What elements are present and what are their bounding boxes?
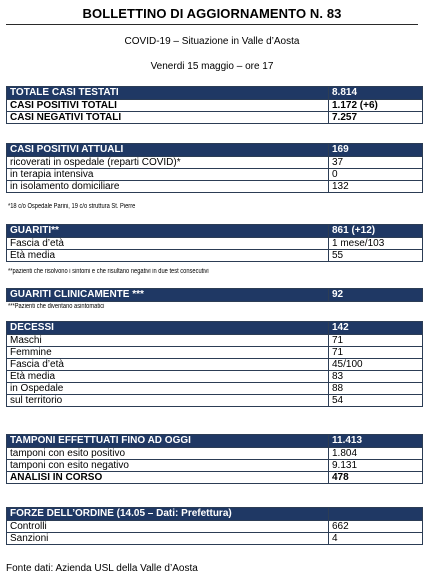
row-value: 45/100 (329, 359, 423, 371)
bulletin-title: BOLLETTINO DI AGGIORNAMENTO N. 83 (82, 6, 342, 21)
row-value: 37 (329, 157, 423, 169)
footnote-clinicamente: ***Pazienti che diventano asintomatici (8, 303, 105, 310)
header-label: GUARITI** (7, 225, 329, 238)
row-value: 71 (329, 335, 423, 347)
row-value: 478 (329, 472, 423, 484)
row-label: sul territorio (7, 395, 329, 407)
row-label: Età media (7, 371, 329, 383)
header-label: CASI POSITIVI ATTUALI (7, 144, 329, 157)
header-value: 169 (329, 144, 423, 157)
row-label: in isolamento domiciliare (7, 181, 329, 193)
table-row (7, 100, 423, 112)
header-value (329, 508, 423, 521)
row-value: 132 (329, 181, 423, 193)
table-row (7, 533, 423, 545)
table-guariti (6, 224, 423, 262)
header-value: 92 (329, 289, 423, 302)
row-label: tamponi con esito negativo (7, 460, 329, 472)
source-footer: Fonte dati: Azienda USL della Valle d’Aosta (6, 563, 198, 574)
row-value: 1.804 (329, 448, 423, 460)
table-header-row (7, 435, 423, 448)
row-label: Sanzioni (7, 533, 329, 545)
table-decessi (6, 321, 423, 407)
table-totale (6, 86, 423, 124)
table-row (7, 169, 423, 181)
row-value: 4 (329, 533, 423, 545)
row-label: CASI NEGATIVI TOTALI (7, 112, 329, 124)
row-label: ricoverati in ospedale (reparti COVID)* (7, 157, 329, 169)
table-forze (6, 507, 423, 545)
table-row (7, 112, 423, 124)
table-row (7, 395, 423, 407)
table-clinicamente (6, 288, 423, 302)
row-value: 83 (329, 371, 423, 383)
row-label: Fascia d’età (7, 238, 329, 250)
bulletin-subtitle: COVID-19 – Situazione in Valle d’Aosta (124, 36, 300, 47)
table-row (7, 371, 423, 383)
row-value: 662 (329, 521, 423, 533)
row-value: 55 (329, 250, 423, 262)
header-label: TAMPONI EFFETTUATI FINO AD OGGI (7, 435, 329, 448)
table-row (7, 181, 423, 193)
row-label: in terapia intensiva (7, 169, 329, 181)
table-row (7, 448, 423, 460)
header-label: TOTALE CASI TESTATI (7, 87, 329, 100)
title-rule (6, 24, 418, 25)
header-value: 861 (+12) (329, 225, 423, 238)
header-value: 8.814 (329, 87, 423, 100)
bulletin-dateline: Venerdi 15 maggio – ore 17 (150, 61, 274, 72)
table-header-row (7, 87, 423, 100)
row-value: 1 mese/103 (329, 238, 423, 250)
row-label: Età media (7, 250, 329, 262)
row-value: 7.257 (329, 112, 423, 124)
row-label: Controlli (7, 521, 329, 533)
row-value: 9.131 (329, 460, 423, 472)
table-row (7, 472, 423, 484)
table-row (7, 250, 423, 262)
row-label: Fascia d’età (7, 359, 329, 371)
table-row (7, 347, 423, 359)
row-value: 88 (329, 383, 423, 395)
table-header-row (7, 508, 423, 521)
table-row (7, 460, 423, 472)
table-row (7, 521, 423, 533)
header-label: GUARITI CLINICAMENTE *** (7, 289, 329, 302)
footnote-guariti: **pazienti che risolvono i sintomi e che risultano negativi in due test consecutivi (8, 268, 209, 275)
row-label: Femmine (7, 347, 329, 359)
table-header-row (7, 144, 423, 157)
row-label: ANALISI IN CORSO (7, 472, 329, 484)
row-label: Maschi (7, 335, 329, 347)
header-value: 142 (329, 322, 423, 335)
row-value: 71 (329, 347, 423, 359)
row-label: in Ospedale (7, 383, 329, 395)
table-row (7, 335, 423, 347)
table-header-row (7, 225, 423, 238)
header-value: 11.413 (329, 435, 423, 448)
row-label: tamponi con esito positivo (7, 448, 329, 460)
table-positivi (6, 143, 423, 193)
header-label: DECESSI (7, 322, 329, 335)
table-row (7, 157, 423, 169)
header-label: FORZE DELL’ORDINE (14.05 – Dati: Prefettura) (7, 508, 329, 521)
row-value: 0 (329, 169, 423, 181)
table-header-row (7, 322, 423, 335)
table-row (7, 359, 423, 371)
table-row (7, 238, 423, 250)
row-value: 1.172 (+6) (329, 100, 423, 112)
row-label: CASI POSITIVI TOTALI (7, 100, 329, 112)
table-header-row (7, 289, 423, 302)
table-tamponi (6, 434, 423, 484)
table-row (7, 383, 423, 395)
footnote-positivi: *18 c/o Ospedale Parini, 19 c/o struttura St. Pierre (8, 203, 136, 210)
row-value: 54 (329, 395, 423, 407)
